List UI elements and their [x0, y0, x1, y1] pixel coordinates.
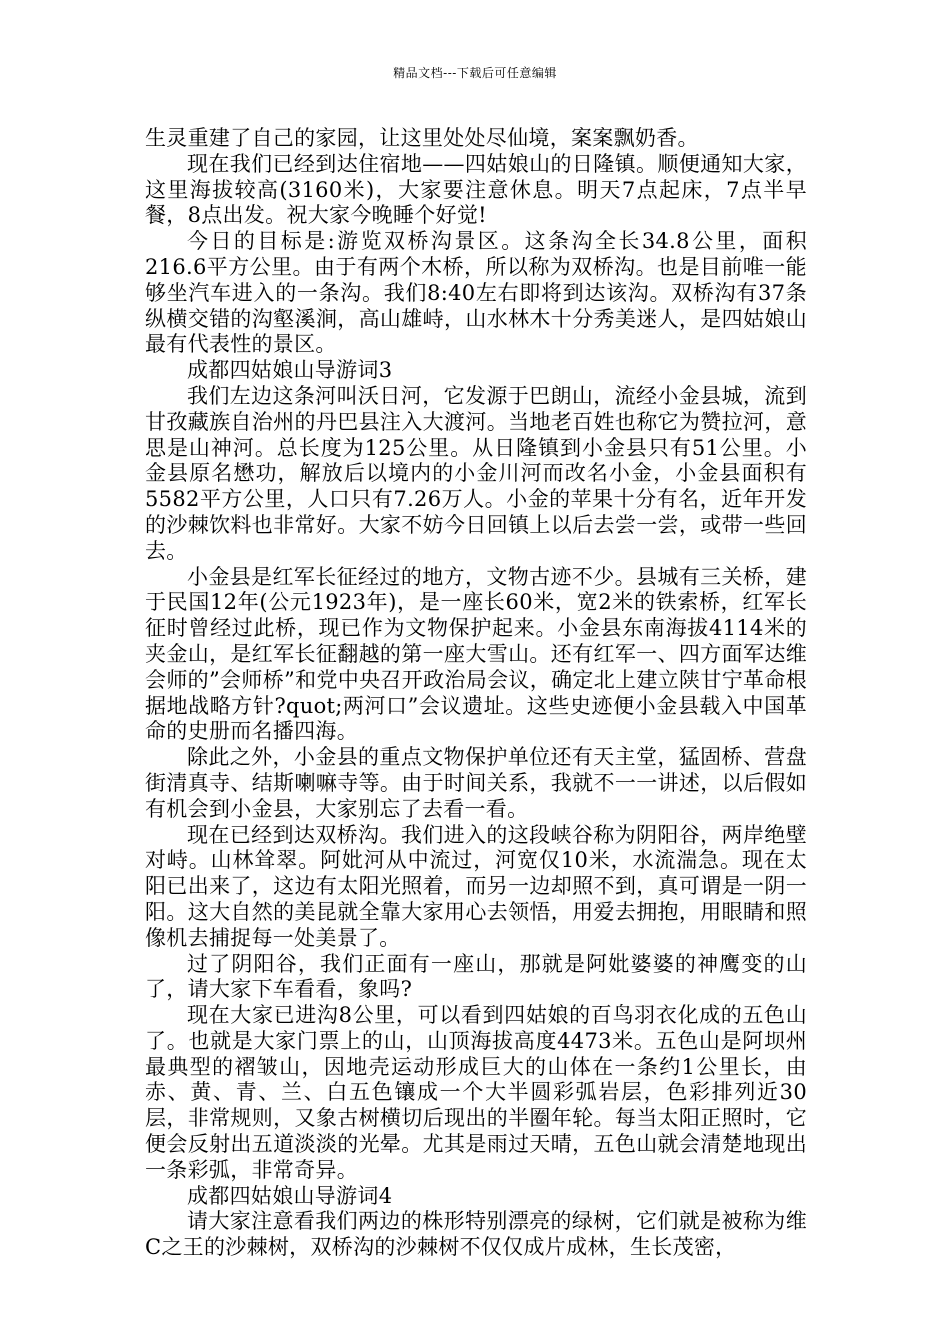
page-header: 精品文档---下载后可任意编辑	[393, 66, 557, 80]
paragraph: 小金县是红军长征经过的地方，文物古迹不少。县城有三关桥，建于民国12年(公元1923年)，是一座长60米，宽2米的铁索桥，红军长征时曾经过此桥，现已作为文物保护起来。小金县东南海拔4114米的夹金山，是红军长征翻越的第一座大雪山。还有红军一、四方面军达维会师的”会师桥”和党中央召开政治局会议，确定北上建立陕甘宁革命根据地战略方针?quot;两河口”会议遗址。这些史迹便小金县载入中国革命的史册而名播四海。	[145, 564, 807, 744]
paragraph: 现在我们已经到达住宿地——四姑娘山的日隆镇。顺便通知大家，这里海拔较高(3160米)，大家要注意休息。明天7点起床，7点半早餐，8点出发。祝大家今晚睡个好觉!	[145, 151, 807, 228]
section-heading: 成都四姑娘山导游词3	[187, 358, 393, 383]
paragraph: 现在已经到达双桥沟。我们进入的这段峡谷称为阴阳谷，两岸绝壁对峙。山林耸翠。阿妣河从中流过，河宽仅10米，水流湍急。现在太阳已出来了，这边有太阳光照着，而另一边却照不到，真可谓是一阴一阳。这大自然的美昆就全靠大家用心去领悟，用爱去拥抱，用眼睛和照像机去捕捉每一处美景了。	[145, 822, 807, 950]
paragraph: 请大家注意看我们两边的株形特别漂亮的绿树，它们就是被称为维C之王的沙棘树，双桥沟的沙棘树不仅仅成片成林，生长茂密，	[145, 1209, 807, 1260]
document-body	[145, 126, 807, 1261]
paragraph: 生灵重建了自己的家园，让这里处处尽仙境，案案飘奶香。	[145, 126, 699, 150]
paragraph: 除此之外，小金县的重点文物保护单位还有天主堂，猛固桥、营盘街清真寺、结斯喇嘛寺等。由于时间关系，我就不一一讲述，以后假如有机会到小金县，大家别忘了去看一看。	[145, 745, 807, 821]
paragraph: 过了阴阳谷，我们正面有一座山，那就是阿妣婆婆的神鹰变的山了，请大家下车看看，象吗?	[145, 951, 807, 1002]
section-heading: 成都四姑娘山导游词4	[187, 1183, 393, 1208]
paragraph: 我们左边这条河叫沃日河，它发源于巴朗山，流经小金县城，流到甘孜藏族自治州的丹巴县注入大渡河。当地老百姓也称它为赞拉河，意思是山神河。总长度为125公里。从日隆镇到小金县只有51公里。小金县原名懋功，解放后以境内的小金川河而改名小金，小金县面积有5582平方公里，人口只有7.26万人。小金的苹果十分有名，近年开发的沙棘饮料也非常好。大家不妨今日回镇上以后去尝一尝，或带一些回去。	[145, 383, 807, 563]
paragraph: 今日的目标是:游览双桥沟景区。这条沟全长34.8公里，面积216.6平方公里。由于有两个木桥，所以称为双桥沟。也是目前唯一能够坐汽车进入的一条沟。我们8:40左右即将到达该沟。双桥沟有37条纵横交错的沟壑溪涧，高山雄峙，山水林木十分秀美迷人，是四姑娘山最有代表性的景区。	[145, 229, 807, 357]
paragraph: 现在大家已进沟8公里，可以看到四姑娘的百鸟羽衣化成的五色山了。也就是大家门票上的山，山顶海拔高度4473米。五色山是阿坝州最典型的褶皱山，因地壳运动形成巨大的山体在一条约1公里长，由赤、黄、青、兰、白五色镶成一个大半圆彩弧岩层，色彩排列近30层，非常规则，又象古树横切后现出的半圈年轮。每当太阳正照时，它便会反射出五道淡淡的光晕。尤其是雨过天晴，五色山就会清楚地现出一条彩弧，非常奇异。	[145, 1003, 807, 1182]
